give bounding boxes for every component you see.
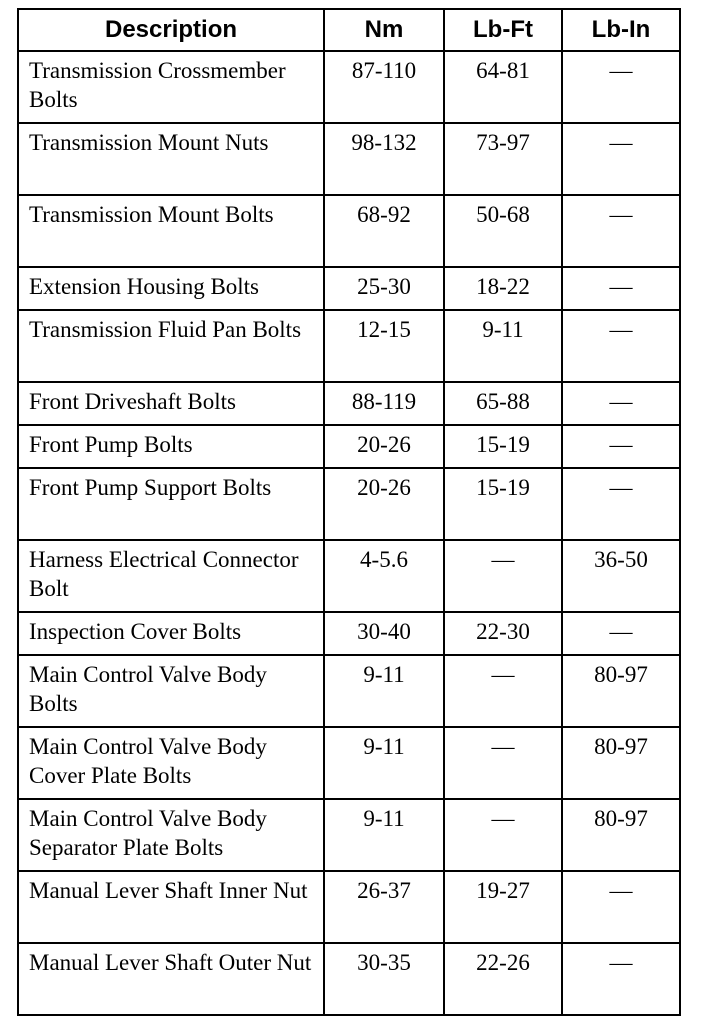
table-row — [18, 195, 680, 267]
table-row — [18, 468, 680, 540]
description-cell: Harness Electrical Connector Bolt — [18, 540, 324, 612]
description-cell: Transmission Mount Bolts — [18, 195, 324, 267]
table-row — [18, 425, 680, 468]
description-cell: Manual Lever Shaft Outer Nut — [18, 943, 324, 1015]
table-body — [18, 51, 680, 1015]
table-row — [18, 267, 680, 310]
lb-ft-cell: 19-27 — [444, 871, 562, 943]
nm-cell: 4-5.6 — [324, 540, 444, 612]
table-row — [18, 123, 680, 195]
nm-cell: 9-11 — [324, 727, 444, 799]
nm-cell: 26-37 — [324, 871, 444, 943]
lb-ft-cell: 50-68 — [444, 195, 562, 267]
description-cell: Extension Housing Bolts — [18, 267, 324, 310]
description-cell: Transmission Crossmember Bolts — [18, 51, 324, 123]
lb-ft-cell: 64-81 — [444, 51, 562, 123]
header-nm: Nm — [324, 9, 444, 51]
lb-in-cell: — — [562, 468, 680, 540]
table-row — [18, 943, 680, 1015]
lb-ft-cell: 15-19 — [444, 425, 562, 468]
lb-ft-cell: — — [444, 540, 562, 612]
lb-in-cell: — — [562, 612, 680, 655]
lb-ft-cell: — — [444, 655, 562, 727]
description-cell: Front Pump Support Bolts — [18, 468, 324, 540]
nm-cell: 98-132 — [324, 123, 444, 195]
lb-ft-cell: — — [444, 727, 562, 799]
lb-in-cell: — — [562, 943, 680, 1015]
lb-ft-cell: 65-88 — [444, 382, 562, 425]
header-row — [18, 9, 680, 51]
nm-cell: 68-92 — [324, 195, 444, 267]
lb-in-cell: — — [562, 51, 680, 123]
lb-in-cell: — — [562, 871, 680, 943]
table-row — [18, 612, 680, 655]
description-cell: Main Control Valve Body Cover Plate Bolts — [18, 727, 324, 799]
header-lb-ft: Lb-Ft — [444, 9, 562, 51]
header-description: Description — [18, 9, 324, 51]
nm-cell: 9-11 — [324, 655, 444, 727]
nm-cell: 20-26 — [324, 468, 444, 540]
lb-in-cell: 80-97 — [562, 655, 680, 727]
description-cell: Main Control Valve Body Bolts — [18, 655, 324, 727]
nm-cell: 20-26 — [324, 425, 444, 468]
description-cell: Front Driveshaft Bolts — [18, 382, 324, 425]
table-row — [18, 799, 680, 871]
lb-ft-cell: 22-30 — [444, 612, 562, 655]
nm-cell: 9-11 — [324, 799, 444, 871]
table-row — [18, 655, 680, 727]
lb-ft-cell: 9-11 — [444, 310, 562, 382]
header-lb-in: Lb-In — [562, 9, 680, 51]
description-cell: Transmission Fluid Pan Bolts — [18, 310, 324, 382]
lb-ft-cell: — — [444, 799, 562, 871]
table-row — [18, 540, 680, 612]
lb-in-cell: — — [562, 382, 680, 425]
description-cell: Main Control Valve Body Separator Plate Bolts — [18, 799, 324, 871]
lb-in-cell: — — [562, 195, 680, 267]
description-cell: Manual Lever Shaft Inner Nut — [18, 871, 324, 943]
description-cell: Inspection Cover Bolts — [18, 612, 324, 655]
table-row — [18, 310, 680, 382]
nm-cell: 88-119 — [324, 382, 444, 425]
nm-cell: 30-35 — [324, 943, 444, 1015]
lb-in-cell: 80-97 — [562, 799, 680, 871]
nm-cell: 25-30 — [324, 267, 444, 310]
lb-ft-cell: 15-19 — [444, 468, 562, 540]
lb-in-cell: 36-50 — [562, 540, 680, 612]
nm-cell: 12-15 — [324, 310, 444, 382]
lb-in-cell: — — [562, 425, 680, 468]
nm-cell: 30-40 — [324, 612, 444, 655]
table-row — [18, 727, 680, 799]
lb-ft-cell: 22-26 — [444, 943, 562, 1015]
nm-cell: 87-110 — [324, 51, 444, 123]
lb-in-cell: — — [562, 267, 680, 310]
table-row — [18, 51, 680, 123]
lb-in-cell: — — [562, 310, 680, 382]
lb-ft-cell: 18-22 — [444, 267, 562, 310]
torque-spec-table — [17, 8, 681, 1016]
table-header — [18, 9, 680, 51]
lb-ft-cell: 73-97 — [444, 123, 562, 195]
description-cell: Transmission Mount Nuts — [18, 123, 324, 195]
description-cell: Front Pump Bolts — [18, 425, 324, 468]
lb-in-cell: — — [562, 123, 680, 195]
lb-in-cell: 80-97 — [562, 727, 680, 799]
table-row — [18, 871, 680, 943]
table-row — [18, 382, 680, 425]
